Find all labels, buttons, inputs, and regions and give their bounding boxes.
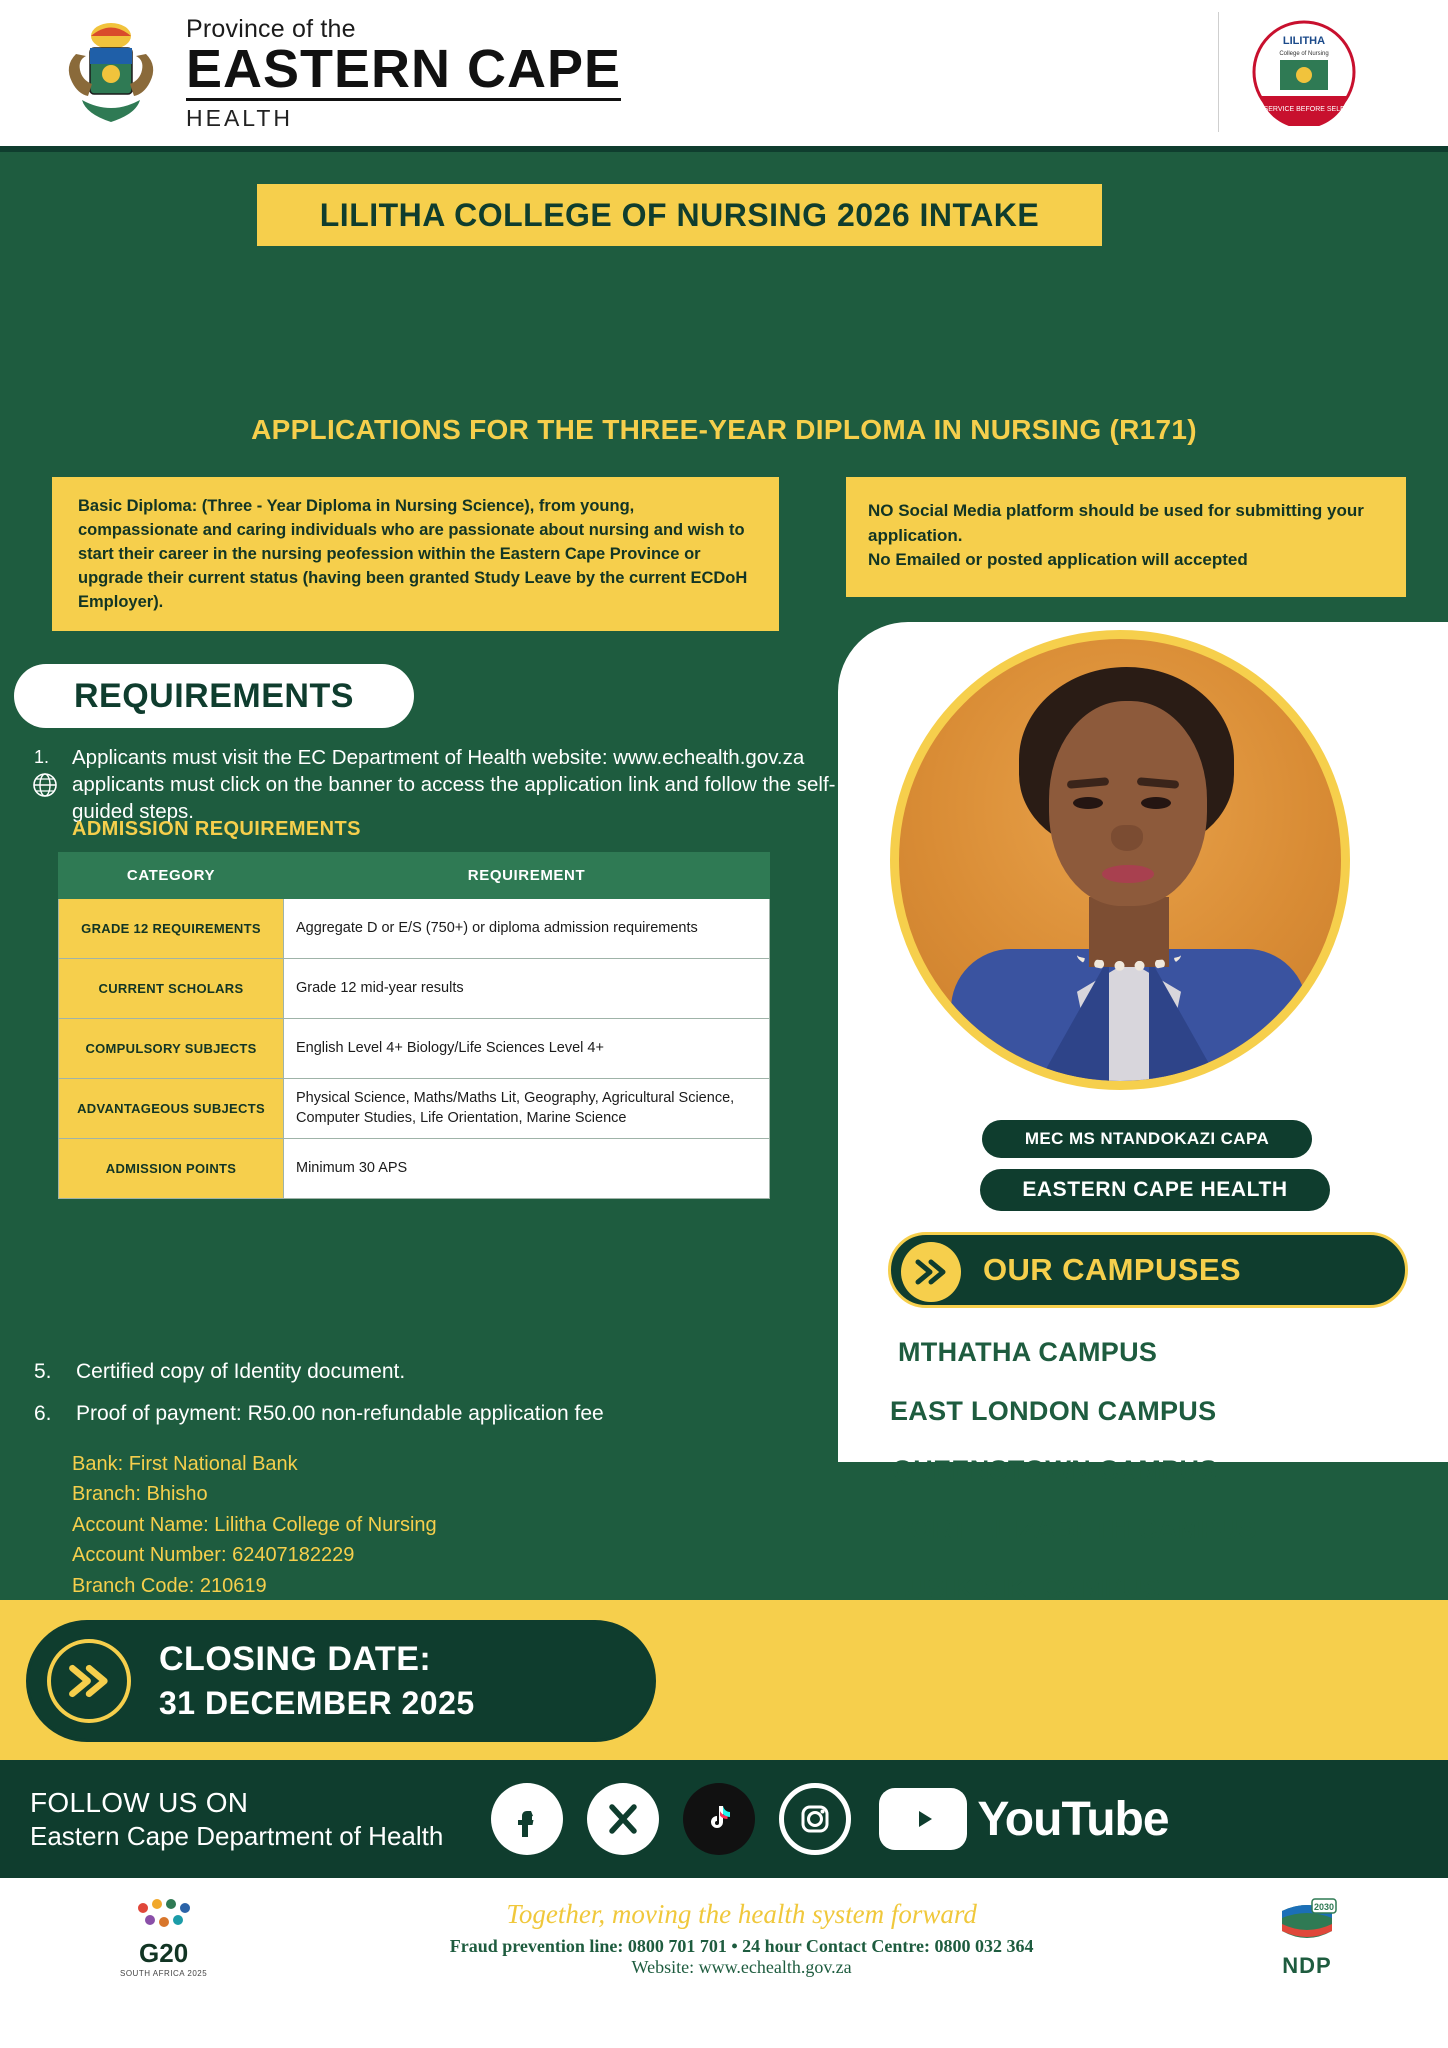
mec-portrait-photo (890, 630, 1350, 1090)
follow-us-band (0, 1760, 1448, 1878)
portrait-eye-right (1141, 797, 1171, 809)
item-5-number: 5. (34, 1360, 52, 1383)
bank-detail-line: Account Number: 62407182229 (72, 1544, 355, 1567)
portrait-necklace (1077, 939, 1181, 971)
poster-subtitle: APPLICATIONS FOR THE THREE-YEAR DIPLOMA IN NURSING (R171) (251, 414, 1197, 445)
portrait-nose (1111, 825, 1143, 851)
g20-emblem-icon (120, 1898, 207, 1938)
table-row (59, 1139, 770, 1199)
double-chevron-icon (47, 1639, 131, 1723)
g20-sublabel: SOUTH AFRICA 2025 (120, 1969, 208, 1978)
mec-name-badge (982, 1120, 1312, 1158)
notice-line-1: NO Social Media platform should be used for submitting your application. (868, 501, 1364, 545)
footer-center (207, 1899, 1276, 1978)
closing-date-label: CLOSING DATE: (159, 1640, 432, 1678)
requirement-1-number: 1. (34, 747, 50, 767)
x-twitter-icon[interactable] (587, 1783, 659, 1855)
table-cell-category: ADMISSION POINTS (59, 1139, 284, 1199)
closing-date-text (159, 1640, 475, 1722)
eastern-cape-coat-of-arms-icon (46, 14, 176, 132)
table-cell-requirement: Minimum 30 APS (284, 1139, 770, 1199)
ndp-emblem-icon (1276, 1897, 1338, 1953)
table-row (59, 959, 770, 1019)
table-cell-requirement: Aggregate D or E/S (750+) or diploma admission requirements (284, 899, 770, 959)
footer-slogan: Together, moving the health system forward (506, 1898, 977, 1929)
follow-us-line-1: FOLLOW US ON (30, 1787, 249, 1819)
department-name: HEALTH (186, 104, 294, 131)
header-titles (186, 14, 622, 131)
double-chevron-icon (901, 1242, 961, 1302)
mec-name-text: MEC MS NTANDOKAZI CAPA (1024, 1129, 1270, 1148)
table-cell-requirement: English Level 4+ Biology/Life Sciences Level 4+ (284, 1019, 770, 1079)
footer-fraud-line: Fraud prevention line: 0800 701 701 • 24 hour Contact Centre: 0800 032 364 (449, 1935, 1034, 1956)
poster-title: LILITHA COLLEGE OF NURSING 2026 INTAKE (319, 196, 1040, 233)
svg-text:College of Nursing: College of Nursing (1279, 51, 1329, 57)
closing-date-band (0, 1600, 1448, 1760)
notice-line-2: No Emailed or posted application will accepted (868, 550, 1248, 570)
svg-text:SERVICE BEFORE SELF: SERVICE BEFORE SELF (1263, 106, 1345, 113)
requirements-heading-pill (14, 664, 414, 728)
bank-detail-line: Branch Code: 210619 (72, 1574, 267, 1597)
bank-details-block (72, 1449, 437, 1600)
table-cell-category: CURRENT SCHOLARS (59, 959, 284, 1019)
table-cell-requirement: Grade 12 mid-year results (284, 959, 770, 1019)
table-row (59, 899, 770, 959)
table-header-row (59, 853, 770, 899)
footer-website-line: Website: www.echealth.gov.za (631, 1956, 852, 1977)
svg-text:LILITHA: LILITHA (1282, 35, 1326, 47)
g20-label: G20 (139, 1938, 189, 1968)
ndp-label: NDP (1282, 1953, 1332, 1978)
admission-requirements-table (58, 852, 770, 1199)
tiktok-icon[interactable] (683, 1783, 755, 1855)
province-line: Province of the (186, 14, 356, 43)
table-header-category: CATEGORY (59, 853, 284, 899)
facebook-icon[interactable] (491, 1783, 563, 1855)
intro-box (52, 477, 779, 631)
requirement-1-text: Applicants must visit the EC Department of Health website: www.echealth.gov.za applicants must click on the banner to access the application link and follow the self-guided steps. (72, 746, 836, 824)
item-5-text: Certified copy of Identity document. (76, 1360, 406, 1383)
table-row (59, 1019, 770, 1079)
closing-date-box (26, 1620, 656, 1742)
bank-detail-line: Branch: Bhisho (72, 1483, 208, 1506)
mec-department-text: EASTERN CAPE HEALTH (1022, 1178, 1288, 1201)
page-header (0, 0, 1448, 152)
page-footer (0, 1878, 1448, 1998)
campus-item: LUSIKISIKI CAMPUS (890, 1573, 1161, 1600)
table-cell-requirement: Physical Science, Maths/Maths Lit, Geography, Agricultural Science, Computer Studies, Life Orientation, Marine Science (284, 1079, 770, 1139)
campus-item: EAST LONDON CAMPUS (890, 1396, 1217, 1426)
admission-requirements-label: ADMISSION REQUIREMENTS (72, 818, 361, 840)
mec-department-badge (980, 1169, 1330, 1211)
poster-body (0, 152, 1448, 1600)
table-cell-category: COMPULSORY SUBJECTS (59, 1019, 284, 1079)
g20-logo (120, 1898, 207, 1978)
ndp-logo (1276, 1897, 1338, 1979)
social-icons (491, 1783, 851, 1855)
header-divider (1218, 12, 1219, 132)
instagram-icon[interactable] (779, 1783, 851, 1855)
table-cell-category: GRADE 12 REQUIREMENTS (59, 899, 284, 959)
item-6-number: 6. (34, 1402, 52, 1425)
campus-item: QUEENSTOWN CAMPUS (892, 1455, 1218, 1485)
campus-item: PORT ELIZABETH CAMPUS (892, 1514, 1257, 1544)
follow-us-text (30, 1785, 443, 1853)
bank-detail-line: Account Name: Lilitha College of Nursing (72, 1513, 437, 1536)
province-name: EASTERN CAPE (186, 38, 622, 99)
portrait-eye-left (1073, 797, 1103, 809)
svg-text:2030: 2030 (1313, 1902, 1335, 1912)
requirement-item-6 (34, 1402, 834, 1426)
closing-date-value: 31 DECEMBER 2025 (159, 1685, 475, 1721)
bank-detail-line: Bank: First National Bank (72, 1453, 298, 1475)
requirements-heading: REQUIREMENTS (74, 676, 354, 715)
campus-item: MTHATHA CAMPUS (898, 1337, 1158, 1367)
youtube-icon[interactable] (879, 1788, 967, 1850)
portrait-mouth (1102, 865, 1154, 883)
our-campuses-label: OUR CAMPUSES (983, 1252, 1241, 1287)
table-cell-category: ADVANTAGEOUS SUBJECTS (59, 1079, 284, 1139)
table-header-requirement: REQUIREMENT (284, 853, 770, 899)
globe-icon (32, 772, 58, 798)
lilitha-college-logo-icon (1250, 18, 1358, 126)
youtube-label[interactable]: YouTube (977, 1792, 1169, 1846)
item-6-text: Proof of payment: R50.00 non-refundable application fee (76, 1402, 604, 1425)
campus-list (880, 1337, 1400, 1600)
table-row (59, 1079, 770, 1139)
poster-title-band (257, 184, 1102, 246)
follow-us-line-2: Eastern Cape Department of Health (30, 1821, 444, 1852)
requirement-item-5 (34, 1360, 794, 1384)
intro-text: Basic Diploma: (Three - Year Diploma in Nursing Science), from young, compassionate and caring individuals who are passionate about nursing and wish to start their career in the nursing peofession within the Eastern Cape Province or upgrade their current status (having been granted Study Leave by the current ECDoH Employer). (78, 497, 748, 611)
notice-box (846, 477, 1406, 597)
requirement-item-1 (34, 744, 894, 825)
youtube-link[interactable] (879, 1788, 1168, 1850)
our-campuses-header (888, 1232, 1408, 1308)
